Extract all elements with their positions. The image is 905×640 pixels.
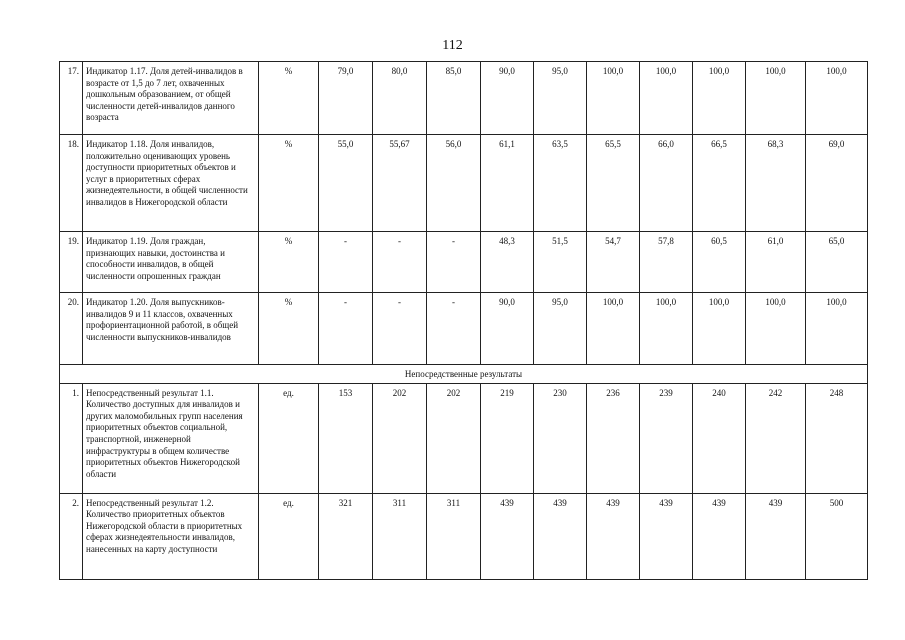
- value-cell: 439: [693, 493, 746, 579]
- value-cell: 439: [587, 493, 640, 579]
- row-name: Индикатор 1.20. Доля выпускников-инвалидов 9 и 11 классов, охваченных профориентационной работой, в общей численности выпускников-инвалидов: [83, 293, 259, 365]
- value-cell: -: [427, 232, 481, 293]
- value-cell: 439: [534, 493, 587, 579]
- value-cell: -: [319, 293, 373, 365]
- value-cell: 153: [319, 383, 373, 493]
- value-cell: 61,0: [746, 232, 806, 293]
- value-cell: 55,0: [319, 135, 373, 232]
- table-row: [60, 383, 868, 493]
- value-cell: 55,67: [373, 135, 427, 232]
- value-cell: 100,0: [640, 62, 693, 135]
- value-cell: 311: [373, 493, 427, 579]
- value-cell: 321: [319, 493, 373, 579]
- value-cell: 100,0: [806, 293, 868, 365]
- table-row: [60, 293, 868, 365]
- result-rows: [60, 383, 868, 579]
- value-cell: -: [373, 232, 427, 293]
- value-cell: 95,0: [534, 293, 587, 365]
- value-cell: 100,0: [693, 293, 746, 365]
- row-name: Непосредственный результат 1.1. Количество доступных для инвалидов и других маломобильных групп населения приоритетных объектов социальной, транспортной, инженерной инфраструктуры в общем количестве приоритетных объектов Нижегородской области: [83, 383, 259, 493]
- row-number: 19.: [60, 232, 83, 293]
- row-number: 2.: [60, 493, 83, 579]
- row-unit: %: [259, 62, 319, 135]
- value-cell: 202: [373, 383, 427, 493]
- value-cell: 90,0: [481, 293, 534, 365]
- row-name: Индикатор 1.18. Доля инвалидов, положительно оценивающих уровень доступности приоритетных объектов и услуг в приоритетных сферах жизнедеятельности, в общей численности инвалидов в Нижегородской области: [83, 135, 259, 232]
- value-cell: 61,1: [481, 135, 534, 232]
- value-cell: 95,0: [534, 62, 587, 135]
- value-cell: 66,0: [640, 135, 693, 232]
- page-number: 112: [442, 38, 463, 53]
- row-unit: ед.: [259, 493, 319, 579]
- value-cell: 100,0: [746, 62, 806, 135]
- row-number: 17.: [60, 62, 83, 135]
- value-cell: 439: [640, 493, 693, 579]
- value-cell: 54,7: [587, 232, 640, 293]
- value-cell: 236: [587, 383, 640, 493]
- value-cell: 230: [534, 383, 587, 493]
- value-cell: 65,0: [806, 232, 868, 293]
- value-cell: 100,0: [693, 62, 746, 135]
- value-cell: 66,5: [693, 135, 746, 232]
- row-name: Индикатор 1.17. Доля детей-инвалидов в возрасте от 1,5 до 7 лет, охваченных дошкольным образованием, от общей численности детей-инвалидов данного возраста: [83, 62, 259, 135]
- value-cell: 439: [746, 493, 806, 579]
- row-number: 20.: [60, 293, 83, 365]
- value-cell: 242: [746, 383, 806, 493]
- value-cell: 100,0: [746, 293, 806, 365]
- value-cell: 79,0: [319, 62, 373, 135]
- row-unit: ед.: [259, 383, 319, 493]
- indicator-rows: [60, 62, 868, 365]
- table-row: [60, 493, 868, 579]
- row-name: Индикатор 1.19. Доля граждан, признающих навыки, достоинства и способности инвалидов, в общей численности опрошенных граждан: [83, 232, 259, 293]
- value-cell: -: [319, 232, 373, 293]
- value-cell: 240: [693, 383, 746, 493]
- value-cell: 219: [481, 383, 534, 493]
- row-unit: %: [259, 293, 319, 365]
- value-cell: 80,0: [373, 62, 427, 135]
- row-number: 1.: [60, 383, 83, 493]
- value-cell: 51,5: [534, 232, 587, 293]
- row-unit: %: [259, 232, 319, 293]
- value-cell: 439: [481, 493, 534, 579]
- value-cell: 100,0: [587, 293, 640, 365]
- value-cell: 100,0: [640, 293, 693, 365]
- value-cell: 68,3: [746, 135, 806, 232]
- value-cell: 57,8: [640, 232, 693, 293]
- value-cell: 500: [806, 493, 868, 579]
- value-cell: 239: [640, 383, 693, 493]
- value-cell: 65,5: [587, 135, 640, 232]
- value-cell: 202: [427, 383, 481, 493]
- row-name: Непосредственный результат 1.2. Количество приоритетных объектов Нижегородской области в приоритетных сферах жизнедеятельности инвалидов, нанесенных на карту доступности: [83, 493, 259, 579]
- value-cell: 48,3: [481, 232, 534, 293]
- table-row: [60, 232, 868, 293]
- section-title: Непосредственные результаты: [60, 365, 868, 384]
- value-cell: 90,0: [481, 62, 534, 135]
- value-cell: 85,0: [427, 62, 481, 135]
- value-cell: -: [427, 293, 481, 365]
- value-cell: 69,0: [806, 135, 868, 232]
- value-cell: 60,5: [693, 232, 746, 293]
- row-number: 18.: [60, 135, 83, 232]
- table-row: [60, 62, 868, 135]
- value-cell: 248: [806, 383, 868, 493]
- value-cell: 100,0: [587, 62, 640, 135]
- value-cell: 63,5: [534, 135, 587, 232]
- value-cell: 100,0: [806, 62, 868, 135]
- table-row: [60, 135, 868, 232]
- indicators-table: [59, 61, 868, 580]
- value-cell: -: [373, 293, 427, 365]
- row-unit: %: [259, 135, 319, 232]
- value-cell: 311: [427, 493, 481, 579]
- section-header-row: [60, 365, 868, 384]
- value-cell: 56,0: [427, 135, 481, 232]
